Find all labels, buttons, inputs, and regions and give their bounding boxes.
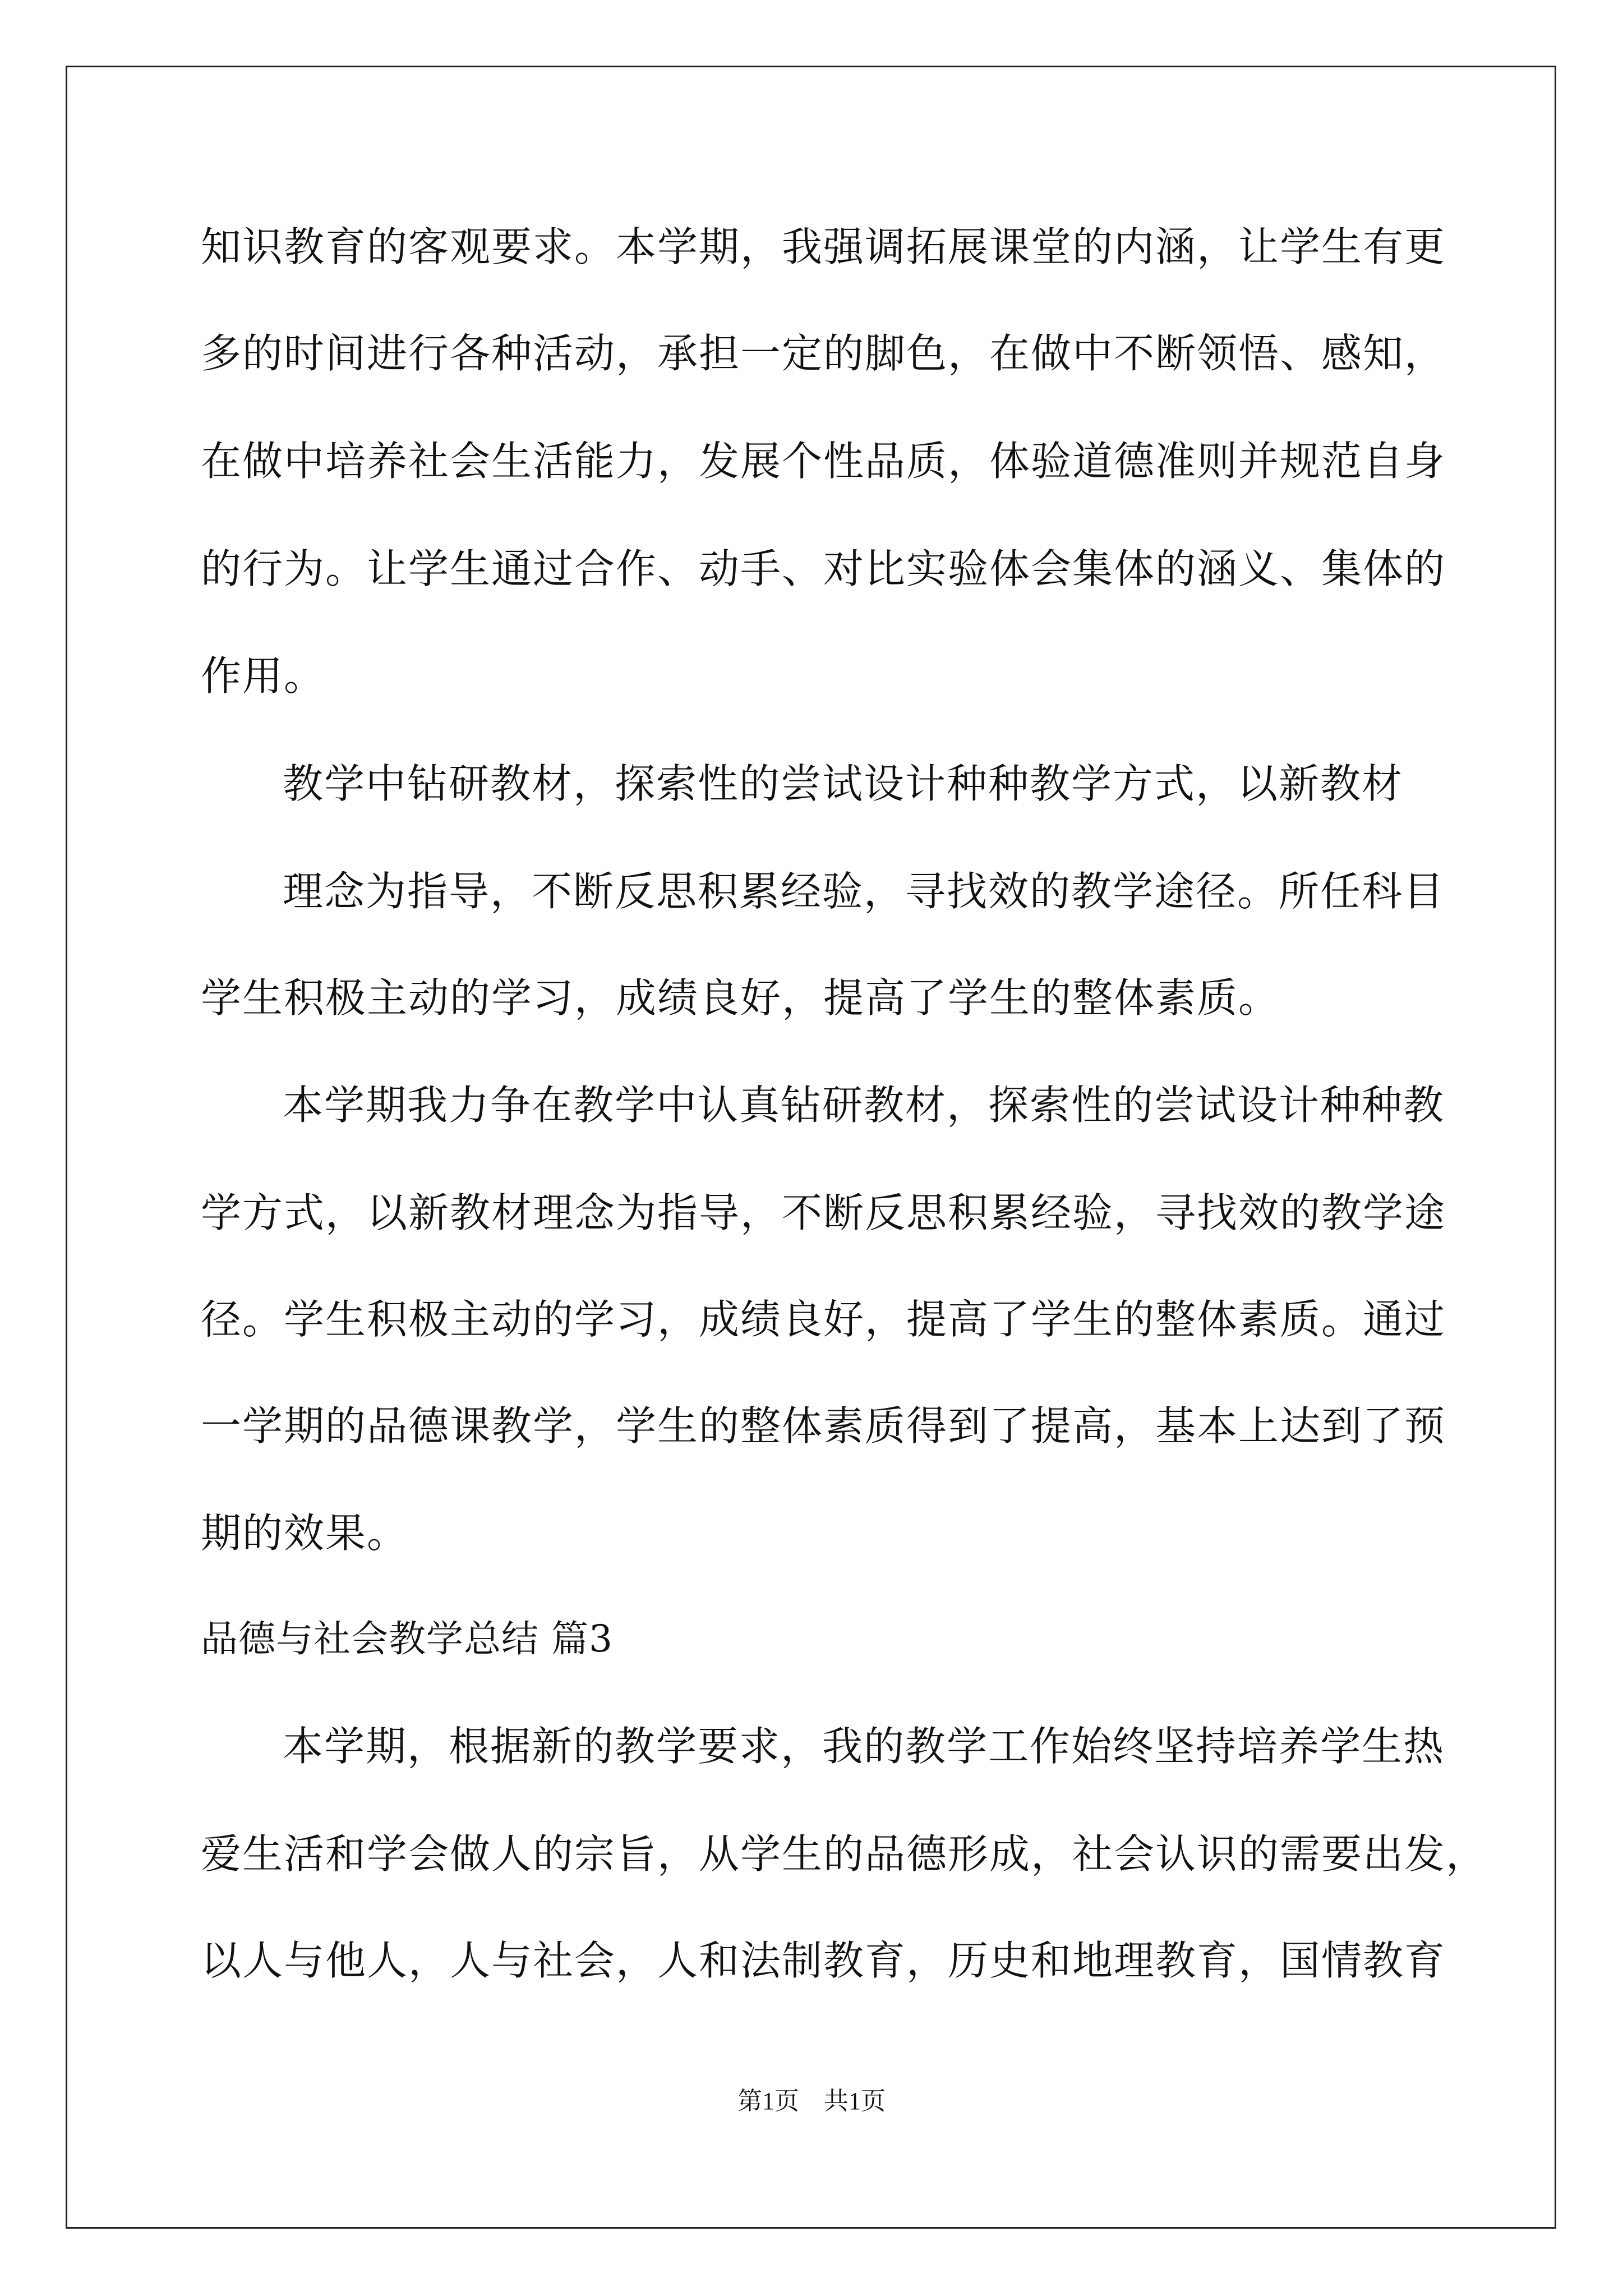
- section-heading: 品德与社会教学总结 篇3: [201, 1617, 613, 1660]
- paragraph-first-line: 本学期，根据新的教学要求，我的教学工作始终坚持培养学生热: [283, 1723, 1445, 1770]
- text-line: 以人与他人，人与社会，人和法制教育，历史和地理教育，国情教育: [201, 1937, 1446, 1984]
- text-line: 作用。: [201, 652, 326, 700]
- text-line: 学方式，以新教材理念为指导，不断反思积累经验，寻找效的教学途: [201, 1189, 1446, 1236]
- text-line: 的行为。让学生通过合作、动手、对比实验体会集体的涵义、集体的: [201, 545, 1446, 592]
- paragraph-first-line: 本学期我力争在教学中认真钻研教材，探索性的尝试设计种种教: [283, 1082, 1445, 1129]
- text-line: 在做中培养社会生活能力，发展个性品质，体验道德准则并规范自身: [201, 438, 1446, 485]
- page-border: [66, 66, 1556, 2229]
- text-line: 理念为指导，不断反思积累经验，寻找效的教学途径。所任科目: [283, 868, 1445, 915]
- text-line: 一学期的品德课教学，学生的整体素质得到了提高，基本上达到了预: [201, 1402, 1446, 1450]
- text-line: 学生积极主动的学习，成绩良好，提高了学生的整体素质。: [201, 974, 1280, 1022]
- text-line: 知识教育的客观要求。本学期，我强调拓展课堂的内涵，让学生有更: [201, 223, 1446, 270]
- text-line: 期的效果。: [201, 1510, 409, 1557]
- paragraph-first-line: 教学中钻研教材，探索性的尝试设计种种教学方式，以新教材: [283, 760, 1404, 807]
- text-line: 径。学生积极主动的学习，成绩良好，提高了学生的整体素质。通过: [201, 1296, 1446, 1343]
- text-line: 爱生活和学会做人的宗旨，从学生的品德形成，社会认识的需要出发，: [201, 1830, 1488, 1878]
- text-line: 多的时间进行各种活动，承担一定的脚色，在做中不断领悟、感知，: [201, 330, 1446, 377]
- page-footer: 第1页 共1页: [737, 2087, 886, 2115]
